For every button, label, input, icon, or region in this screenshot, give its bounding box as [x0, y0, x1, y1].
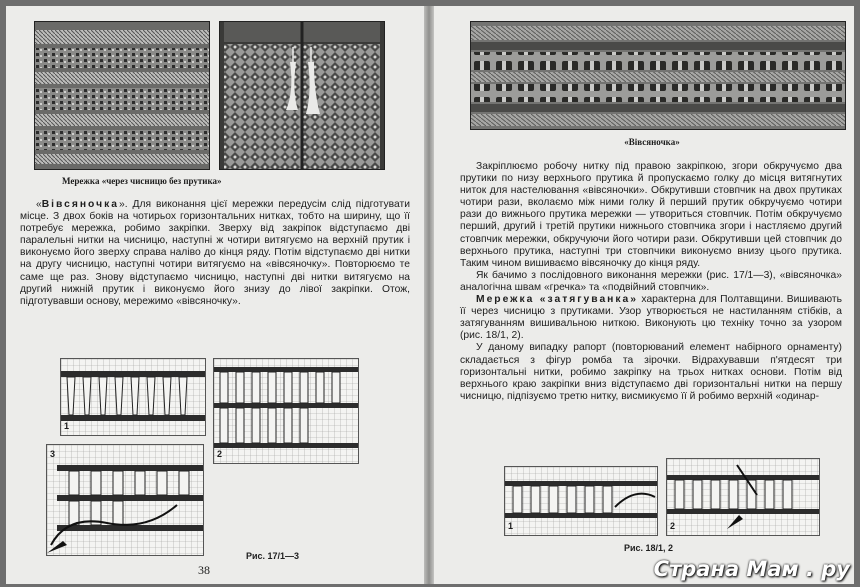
lace-photo-horizontal — [34, 21, 210, 170]
stitch-diagram-18-1 — [504, 466, 658, 536]
left-page — [6, 6, 424, 584]
figure-caption-17: Рис. 17/1—3 — [246, 551, 300, 561]
paragraph-vivsianochka: «Вівсяночка». Для виконання цієї мережки передусім слід підготувати місце. З двох боків на чотирьох горизонтальних нитках, тобто на ширину, що її потребує мережка, робимо закріпки. Зверху від закріпок відступаємо дві паралельні нитки на чисницю, наступні ж чотири витягуємо на верхній прутик і виконуємо його зверху справа наліво до кінця ряду. Потім відступаємо дві нитки на другу чисницю, наступні чотири витягуємо на «вівсяночку». Повторюємо те саме ще раз. Знову відступаємо чисницю, наступні дві нитки витягуємо на другий нижній прутик і виконуємо його знизу до лівої закріпки. Отож, підготувавши основу, мережимо «вівсяночку». — [20, 199, 410, 307]
book-gutter — [424, 6, 434, 584]
stitch-diagram-3 — [46, 444, 204, 556]
page-number-left: 38 — [198, 563, 210, 577]
diagram-18-label-1: 1 — [508, 521, 514, 531]
figure-caption-18: Рис. 18/1, 2 — [624, 543, 674, 553]
paragraph-right-1: Закріплюємо робочу нитку під правою закріпкою, згори обкручуємо два прутики по низу верхнього прутика й пропускаємо голку до місця витягнутих ниток для настелювання «вівсяночки». Обкрутивши стовпчик на двох прутиках чотири рази, вколаємо між ними голку й перший прутик обкручуємо чотири рази до вижнього прутика мережки — утвориться стовпчик. Потім обкручуємо перший, другий і третій прутики нижнього стовпчика згори і настляємо другий стовпчик мережки, обкручуючи його чотири рази. Обкрутивши цей стовпчик до верхнього прутика, наступні три стовпчики виконуємо внизу цього прутика. Таким чином вишиваємо вівсяночку до кінця ряду. — [460, 161, 842, 269]
lace-photo-tassels — [219, 21, 385, 170]
stitch-diagram-1 — [60, 358, 206, 436]
paragraph-zatiahuvanka — [460, 294, 842, 342]
term-vivsianochka: Вівсяночка — [41, 199, 119, 210]
right-body-text — [460, 161, 842, 403]
right-page — [434, 6, 854, 584]
paragraph-1-rest: . Для виконання цієї мережки передусім слід підготувати місце. З двох боків на чотирьох горизонтальних нитках, тобто на ширину, що її потребує мережка, робимо закріпки. Зверху від закріпок відступаємо дві паралельні нитки на чисницю, наступні ж чотири витягуємо на верхній прутик і виконуємо його зверху справа наліво до кінця ряду. Потім відступаємо дві нитки на другу чисницю, наступні чотири витягуємо на «вівсяночку». Повторюємо те саме ще раз. Знову відступаємо чисницю, наступні дві нитки витягуємо на другий нижній прутик і виконуємо його знизу до лівої закріпки. Отож, підготувавши основу, мережимо «вівсяночку». — [20, 199, 410, 307]
photo-caption-right: «Вівсяночка» — [624, 137, 680, 147]
paragraph-right-2: Як бачимо з послідовного виконання мережки (рис. 17/1—3), «вівсяночка» аналогічна швам «гречка» та «подвійний стовпчик». — [460, 269, 842, 293]
term-zatiahuvanka: Мережка «затягуванка» — [476, 294, 639, 306]
diagram-label-2: 2 — [217, 449, 223, 459]
stitch-diagram-18-2 — [666, 458, 820, 536]
diagram-label-1: 1 — [64, 421, 70, 431]
diagram-label-3: 3 — [50, 449, 56, 459]
paragraph-right-4: У даному випадку рапорт (повторюваний елемент набірного орнаменту) складається з фігур ромба та зірочки. Відрахувавши п'ятдесят три горизонтальні нитки, робимо закріпку на трьох нитках основи. Потім від верхнього краю закріпки вниз відступаємо дві горизонтальні нитки на першу чисницю, підпізуємо третю нитку, висмикуємо її й робимо верхній «одинар- — [460, 342, 842, 402]
site-watermark: Страна Мам . ру — [653, 557, 850, 581]
paragraph-3-rest: характерна для Полтавщини. Вишивають її через чисницю з прутиками. Узор утворюється не настиланням стібків, а затягуванням вишивальною ниткою. Виконують цю техніку точно за узором (рис. 18/1, 2). — [460, 294, 842, 342]
stitch-diagram-2 — [213, 358, 359, 464]
diagram-18-label-2: 2 — [670, 521, 676, 531]
vivsianochka-photo — [470, 21, 846, 130]
photo-caption: Мережка «через чисницю без прутика» — [62, 176, 222, 186]
left-body-text — [20, 199, 410, 308]
